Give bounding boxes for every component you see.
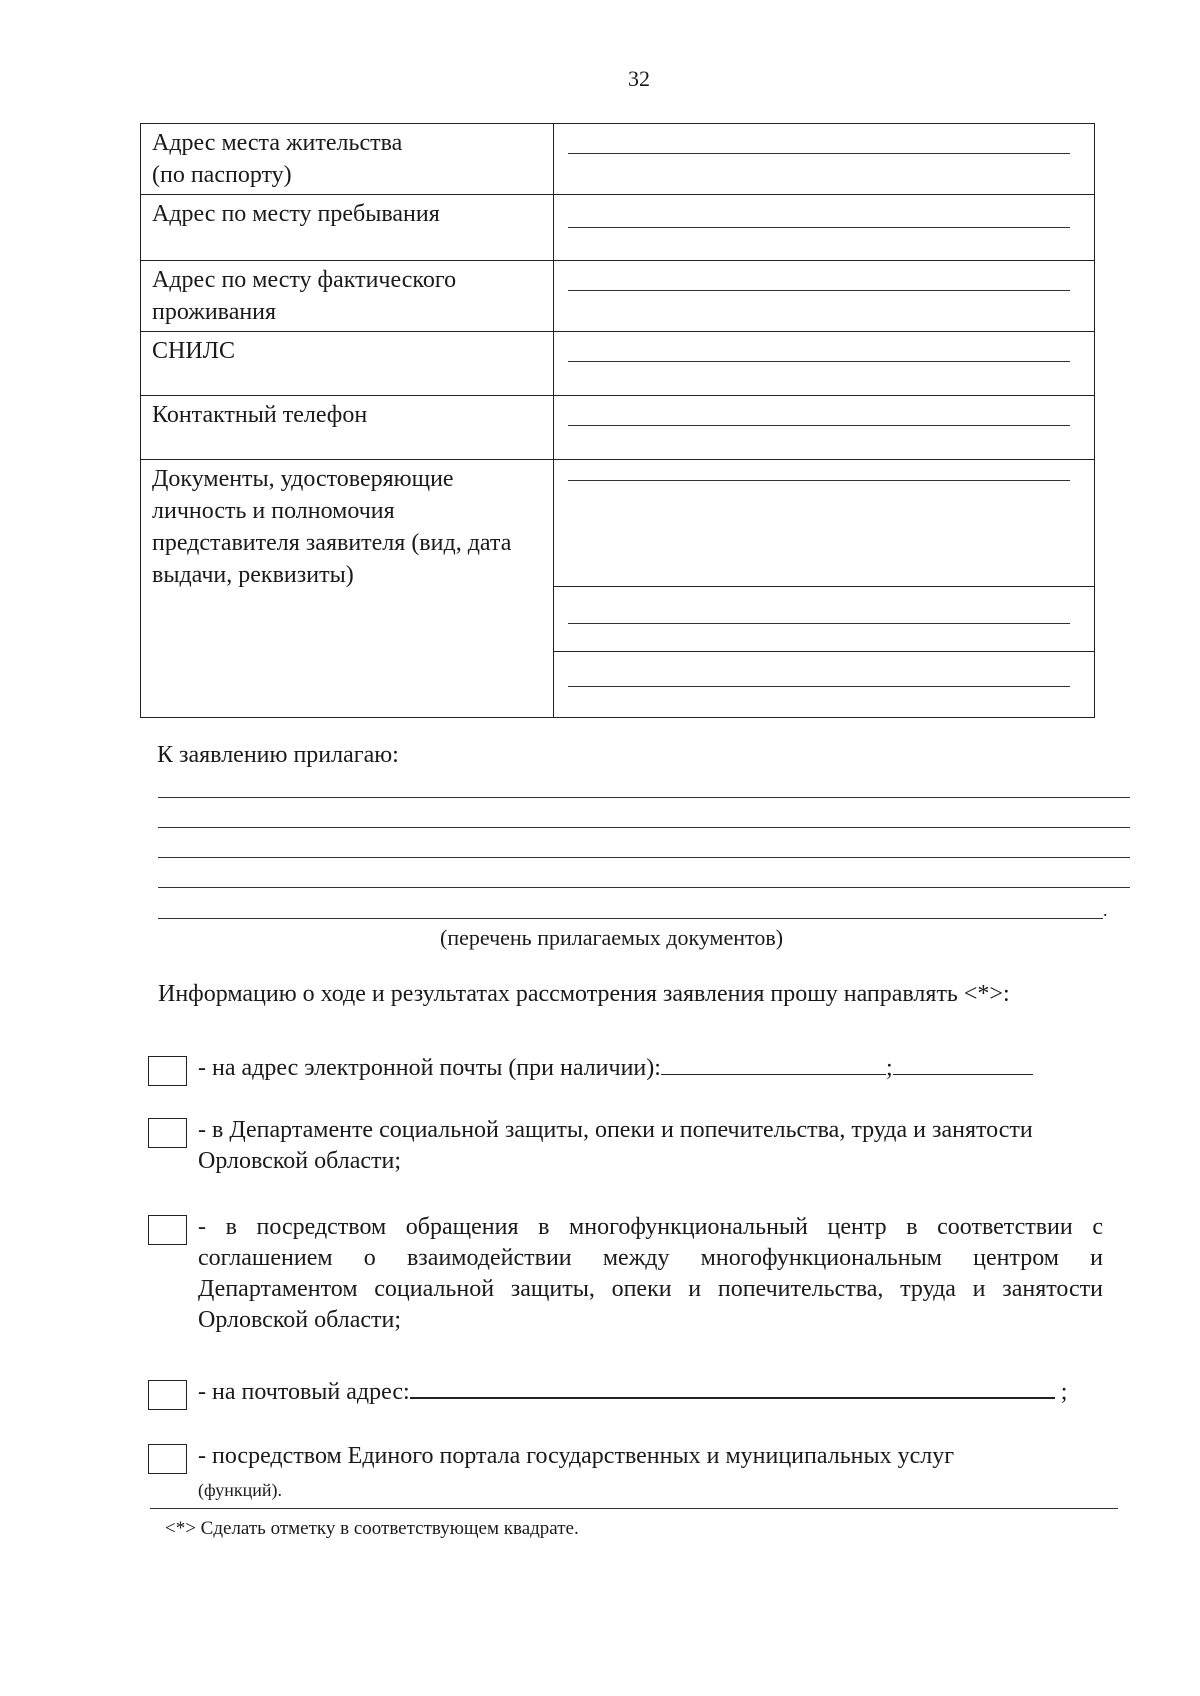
representative-documents-cell <box>554 460 1095 718</box>
row-label-residence-address: Адрес места жительства (по паспорту) <box>141 124 554 195</box>
option-gosuslugi-note: (функций). <box>198 1480 282 1500</box>
attachment-end-mark: . <box>1103 900 1108 920</box>
postal-end-mark: ; <box>1060 1379 1068 1405</box>
representative-documents-field-2[interactable] <box>554 587 1094 652</box>
row-label-stay-address: Адрес по месту пребывания <box>141 195 554 261</box>
info-intro: Информацию о ходе и результатах рассмотрения заявления прошу направлять <*>: <box>158 981 1010 1007</box>
table-row <box>141 261 1095 332</box>
attachment-line-4[interactable] <box>158 887 1130 888</box>
option-mfc-label: - в посредством обращения в многофункциональный центр в соответствии с соглашением о взаимодействии между многофункциональным центром и Департаментом социальной защиты, опеки и попечительства, труда и занятости Орловской области; <box>198 1214 1103 1333</box>
attachment-line-2[interactable] <box>158 827 1130 828</box>
email-separator: ; <box>885 1055 893 1081</box>
actual-address-field[interactable] <box>554 261 1095 332</box>
attachments-caption: (перечень прилагаемых документов) <box>440 925 784 950</box>
table-row <box>141 195 1095 261</box>
option-email <box>148 1053 1103 1084</box>
gosuslugi-checkbox[interactable] <box>148 1444 187 1474</box>
row-label-phone: Контактный телефон <box>141 396 554 460</box>
postal-checkbox[interactable] <box>148 1380 187 1410</box>
stay-address-field[interactable] <box>554 195 1095 261</box>
applicant-info-table <box>140 123 1095 718</box>
residence-address-field[interactable] <box>554 124 1095 195</box>
department-checkbox[interactable] <box>148 1118 187 1148</box>
option-gosuslugi-label: - посредством Единого портала государственных и муниципальных услуг <box>198 1443 955 1469</box>
email-field[interactable] <box>661 1058 886 1075</box>
representative-documents-field-3[interactable] <box>554 652 1094 716</box>
representative-documents-field-1[interactable] <box>554 460 1094 587</box>
page-number: 32 <box>628 66 650 91</box>
option-department <box>148 1115 1103 1177</box>
row-label-snils: СНИЛС <box>141 332 554 396</box>
attachments-heading: К заявлению прилагаю: <box>157 742 399 768</box>
attachment-line-5[interactable] <box>158 918 1103 919</box>
attachment-line-1[interactable] <box>158 797 1130 798</box>
option-email-label: - на адрес электронной почты (при наличии): <box>198 1055 661 1081</box>
attachment-line-3[interactable] <box>158 857 1130 858</box>
table-row <box>141 332 1095 396</box>
option-email-row <box>198 1053 1103 1084</box>
snils-field[interactable] <box>554 332 1095 396</box>
email-field-extra[interactable] <box>893 1058 1033 1075</box>
phone-field[interactable] <box>554 396 1095 460</box>
option-gosuslugi <box>148 1441 1103 1506</box>
table-row <box>141 396 1095 460</box>
table-row <box>141 124 1095 195</box>
row-label-representative-documents: Документы, удостоверяющие личность и полномочия представителя заявителя (вид, дата выдачи, реквизиты) <box>141 460 554 718</box>
footnote: <*> Сделать отметку в соответствующем квадрате. <box>165 1518 579 1539</box>
option-department-label: - в Департаменте социальной защиты, опеки и попечительства, труда и занятости Орловской области; <box>198 1117 1033 1174</box>
option-mfc <box>148 1212 1103 1336</box>
email-checkbox[interactable] <box>148 1056 187 1086</box>
footnote-rule <box>150 1508 1118 1509</box>
mfc-checkbox[interactable] <box>148 1215 187 1245</box>
table-row <box>141 460 1095 718</box>
option-postal <box>148 1377 1103 1408</box>
option-postal-label: - на почтовый адрес: <box>198 1379 410 1405</box>
row-label-actual-address: Адрес по месту фактического проживания <box>141 261 554 332</box>
postal-address-field[interactable] <box>410 1381 1055 1399</box>
